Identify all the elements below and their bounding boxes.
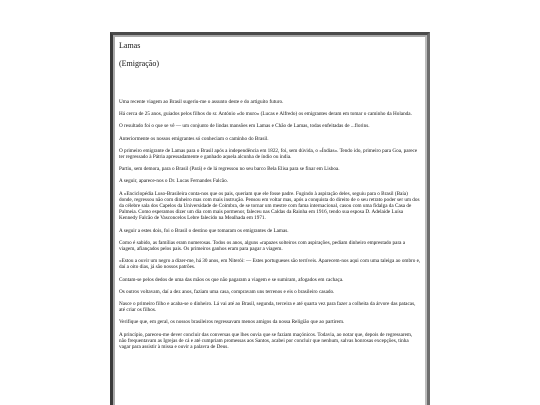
document-content xyxy=(115,37,425,350)
paragraph: Contam-se pelos dedos de uma das mãos os que não pagaram a viagem e se sumiram, afogados em cachaça. xyxy=(119,276,344,283)
document-frame xyxy=(110,32,430,405)
paragraph: Como é sabido, as famílias eram numerosas. Todos os anos, alguns «rapazes solteiros com aspirações, pediam dinheiro emprestado para a viagem, afiançados pelos pais. Os primeiros ganhos eram para pagar a viagem. xyxy=(119,239,406,253)
paragraph: A princípio, pareceu-me dever concluir das conversas que lhes ouvia que se faziam maçónicos. Todavia, ao notar que, depois de regressarem, não frequentavam as Igrejas de cá e até cumpriam promessas aos Santos, acabei por concluir que nenhum, salvas honrosas excepções, tinha vagar para assistir à missa e ouvir a palavra de Deus. xyxy=(119,331,413,351)
paragraph: Nasce o primeiro filho e acaba-se o dinheiro. Lá vai até ao Brasil, segunda, terceira e até quarta vez para fazer a colheita da árvore das patacas, até criar os filhos. xyxy=(119,301,416,314)
paragraph: Os outros voltavam, daí a dez anos, faziam uma casa, compravam uns terrenos e eis o brasileiro casado. xyxy=(119,288,335,295)
paragraph: «Estou a ouvir um negro a dizer-me, há 30 anos, em Niterói: — Estes portugueses são terríveis. Aparecem-nos aqui com uma taleiga ao ombro e, daí a oito dias, já são nossos patrões. xyxy=(119,258,421,271)
paragraph: Verifique que, em geral, os nossos brasileiros regressavam menos amigos da nossa Religião que ao partirem. xyxy=(119,319,345,326)
document-frame-inner xyxy=(113,35,427,405)
paragraph: Há cerca de 25 anos, guiados pelos filhos do sr. António «do muro» (Lucas e Alfredo) os emigrantes deram em tomar o caminho da Holanda. xyxy=(119,111,412,118)
paragraph: A seguir, aparece-nos o Dr. Lucas Fernandes Falcão. xyxy=(119,178,228,185)
paragraph: O primeiro emigrante de Lamas para o Brasil após a independência em 1822, foi, sem dúvida, o «Índias». Tendo ido, primeiro para Goa, parece ter regressado à Pátria apressadamente e ganhado aquela alcunha de índio ou índia. xyxy=(119,147,418,161)
paragraph: Anteriormente os nossos emigrantes só conheciam o caminho do Brasil. xyxy=(119,135,269,142)
document-subtitle: (Emigração) xyxy=(119,59,159,68)
paragraph: Partiu, sem demora, para o Brasil (Pará) e de lá regressou no seu barco Bela Elisa para se finar em Lisboa. xyxy=(119,166,340,173)
paragraph: A seguir a estes dois, foi o Brasil o destino que tomaram os emigrantes de Lamas. xyxy=(119,227,289,234)
paragraph: O resultado foi o que se vê — um conjunto de lindas mansões em Lamas e Chão de Lamas, todas enfeitadas de ...florins. xyxy=(119,123,370,130)
paragraph: Uma recente viagem ao Brasil sugeriu-me o assunto deste e do artiguito futuro. xyxy=(119,99,284,105)
paragraph: A «Enciclopédia Luso-Brasileira conta-nos que os pais, queriam que ele fosse padre. Fugindo à aspiração deles, seguiu para o Brasil (Baía) donde, regressou não com dinheiro mas com mais instrução. Pensou em voltar mas, após a conquista do direito de o seu retrato poder ser um dos da célebre sala dos Capelos da Universidade de Coimbra, de se tornar um mestre com fama internacional, casou com uma fidalga da Casa de Palmeia. Como esperamos dizer um dia com mais pormenor, faleceu nas Caldas da Rainha em 1916, tendo sua esposa D. Adelaide Luísa Kennedy Falcão de Vasconcelos Lebre falecido na Mealhada em 1971. xyxy=(119,190,420,222)
document-title: Lamas xyxy=(119,41,141,50)
